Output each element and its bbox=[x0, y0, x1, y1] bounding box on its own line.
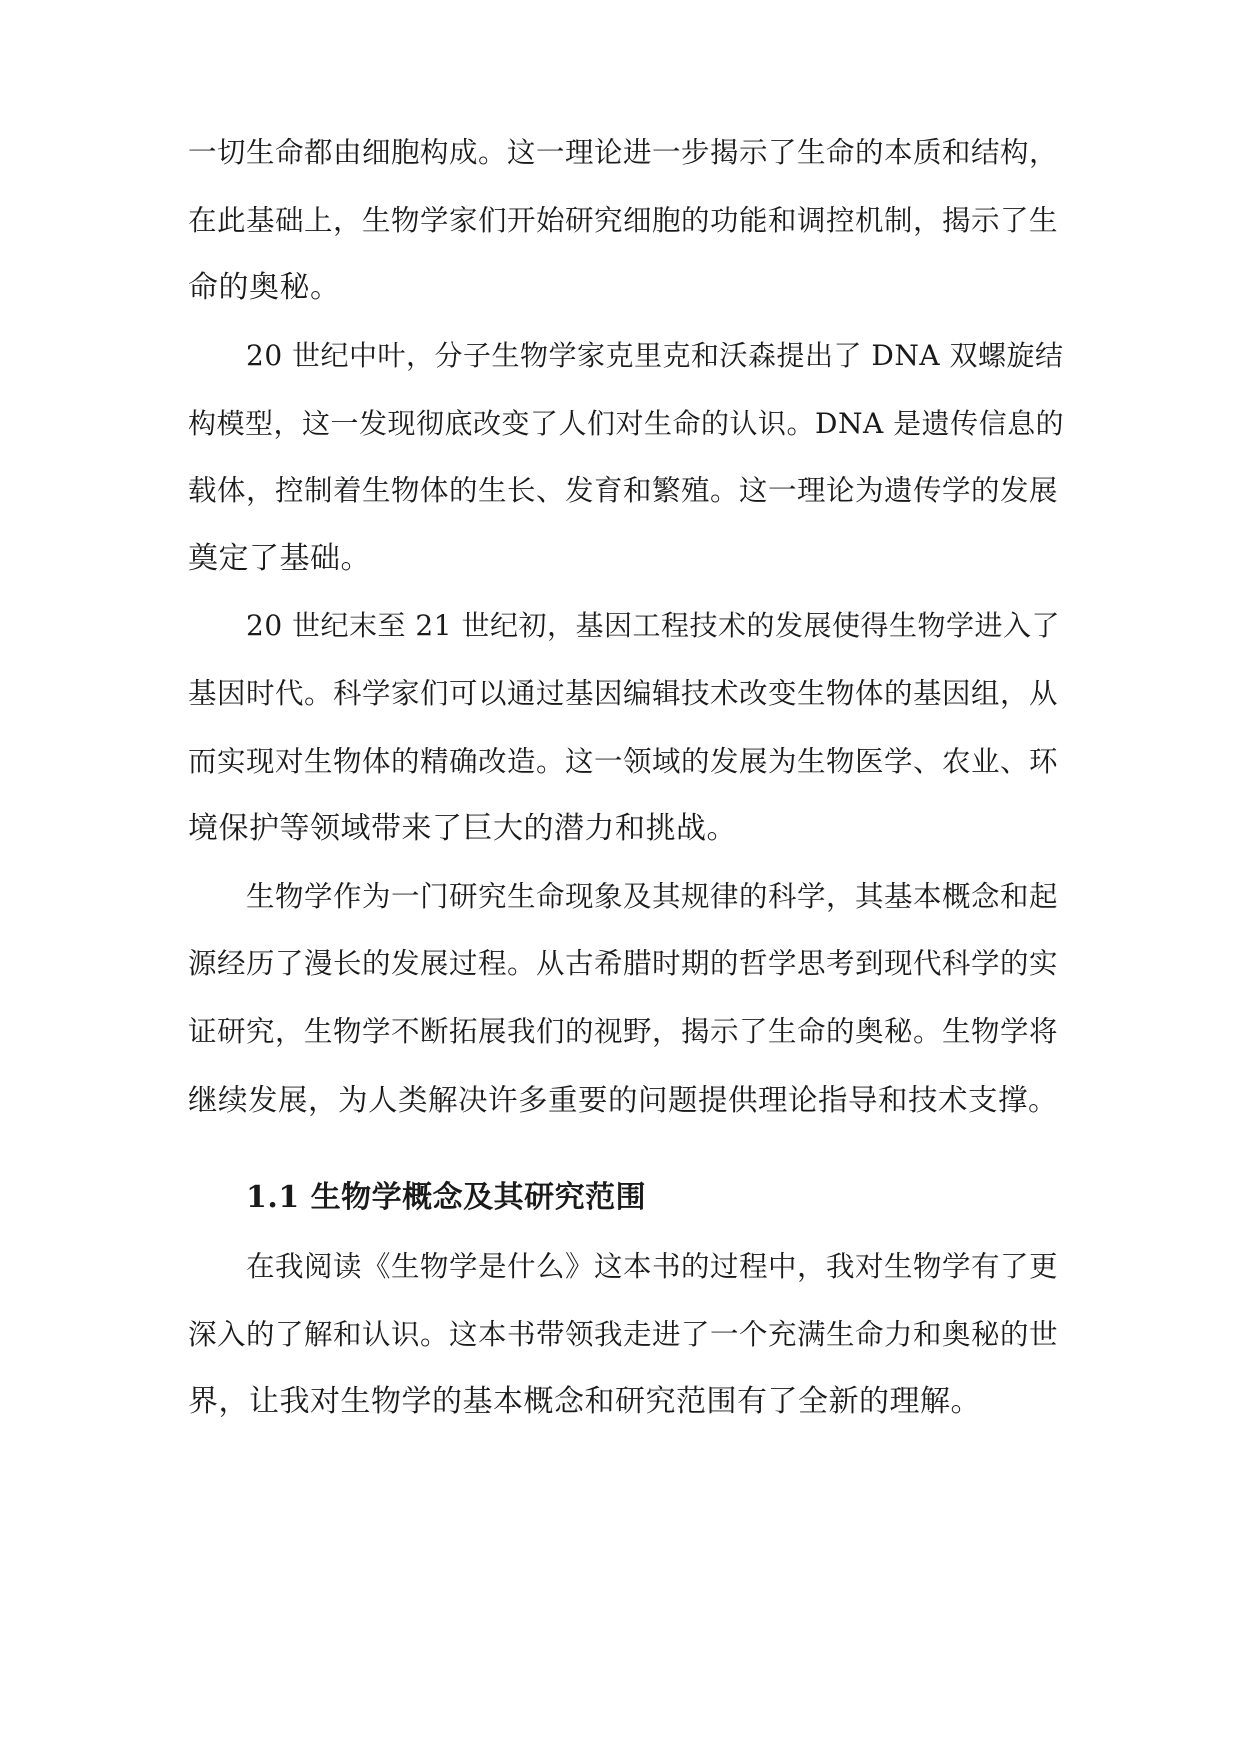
paragraph-line: 载体，控制着生物体的生长、发育和繁殖。这一理论为遗传学的发展 bbox=[188, 474, 1059, 507]
paragraph-line: 20 世纪末至 21 世纪初，基因工程技术的发展使得生物学进入了 bbox=[246, 609, 1060, 642]
paragraph-line: 一切生命都由细胞构成。这一理论进一步揭示了生命的本质和结构， bbox=[188, 136, 1059, 169]
section-heading: 1.1 生物学概念及其研究范围 bbox=[246, 1180, 647, 1215]
paragraph-line: 境保护等领域带来了巨大的潜力和挑战。 bbox=[188, 811, 737, 846]
paragraph-line: 界，让我对生物学的基本概念和研究范围有了全新的理解。 bbox=[188, 1384, 981, 1419]
paragraph-line: 命的奥秘。 bbox=[188, 270, 341, 305]
paragraph-line: 在此基础上，生物学家们开始研究细胞的功能和调控机制，揭示了生 bbox=[188, 204, 1059, 237]
paragraph-line: 构模型，这一发现彻底改变了人们对生命的认识。DNA 是遗传信息的 bbox=[188, 407, 1065, 440]
paragraph-line: 奠定了基础。 bbox=[188, 541, 371, 576]
paragraph-line: 而实现对生物体的精确改造。这一领域的发展为生物医学、农业、环 bbox=[188, 745, 1059, 778]
paragraph-line: 在我阅读《生物学是什么》这本书的过程中，我对生物学有了更 bbox=[246, 1250, 1059, 1283]
paragraph-line: 源经历了漫长的发展过程。从古希腊时期的哲学思考到现代科学的实 bbox=[188, 947, 1059, 980]
paragraph-line: 20 世纪中叶，分子生物学家克里克和沃森提出了 DNA 双螺旋结 bbox=[246, 339, 1064, 372]
paragraph-line: 生物学作为一门研究生命现象及其规律的科学，其基本概念和起 bbox=[246, 880, 1059, 913]
paragraph-line: 继续发展，为人类解决许多重要的问题提供理论指导和技术支撑。 bbox=[188, 1083, 1059, 1117]
paragraph-line: 证研究，生物学不断拓展我们的视野，揭示了生命的奥秘。生物学将 bbox=[188, 1015, 1059, 1048]
paragraph-line: 基因时代。科学家们可以通过基因编辑技术改变生物体的基因组，从 bbox=[188, 677, 1059, 710]
paragraph-line: 深入的了解和认识。这本书带领我走进了一个充满生命力和奥秘的世 bbox=[188, 1318, 1059, 1351]
